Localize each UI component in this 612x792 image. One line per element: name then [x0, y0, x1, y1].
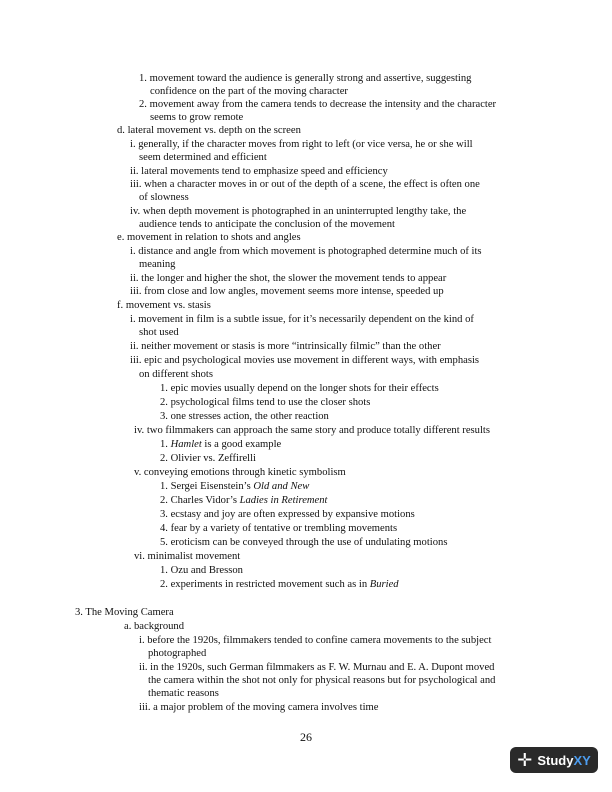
outline-line: 1. Hamlet is a good example	[160, 439, 282, 450]
outline-line: 1. epic movies usually depend on the longer shots for their effects	[160, 383, 439, 394]
outline-line: i. generally, if the character moves from right to left (or vice versa, he or she will	[130, 139, 473, 150]
studyxy-logo[interactable]	[510, 747, 598, 773]
outline-line: photographed	[148, 648, 207, 659]
outline-line: f. movement vs. stasis	[117, 300, 211, 311]
outline-line: 2. movement away from the camera tends to decrease the intensity and the character	[139, 99, 497, 110]
outline-line: audience tends to anticipate the conclusion of the movement	[139, 219, 395, 230]
outline-line: ii. neither movement or stasis is more “intrinsically filmic” than the other	[130, 341, 441, 352]
outline-line: 1. Sergei Eisenstein’s Old and New	[160, 481, 310, 492]
outline-line: the camera within the shot not only for physical reasons but for psychological and	[148, 675, 496, 686]
outline-line: vi. minimalist movement	[134, 551, 241, 562]
outline-line: 3. one stresses action, the other reaction	[160, 411, 329, 422]
outline-line: i. before the 1920s, filmmakers tended to confine camera movements to the subject	[139, 635, 492, 646]
outline-line: meaning	[139, 259, 176, 270]
outline-line: iii. epic and psychological movies use movement in different ways, with emphasis	[130, 355, 480, 366]
section-heading: 3. The Moving Camera	[75, 607, 174, 618]
outline-line: 5. eroticism can be conveyed through the use of undulating motions	[160, 537, 448, 548]
outline-line: 2. Charles Vidor’s Ladies in Retirement	[160, 495, 328, 506]
outline-line: iii. from close and low angles, movement seems more intense, speeded up	[130, 286, 444, 297]
outline-line: seems to grow remote	[150, 112, 244, 123]
outline-line: 2. psychological films tend to use the closer shots	[160, 397, 371, 408]
outline-line: 3. ecstasy and joy are often expressed by expansive motions	[160, 509, 415, 520]
outline-line: 1. Ozu and Bresson	[160, 565, 243, 576]
outline-line: 2. experiments in restricted movement such as in Buried	[160, 579, 399, 590]
outline-line: 2. Olivier vs. Zeffirelli	[160, 453, 257, 464]
outline-line: of slowness	[139, 192, 189, 203]
brand-text: StudyXY	[537, 752, 591, 768]
outline-line: e. movement in relation to shots and angles	[117, 232, 301, 243]
page-number: 26	[300, 730, 312, 744]
outline-line: on different shots	[139, 369, 213, 380]
outline-line: iii. a major problem of the moving camera involves time	[139, 702, 379, 713]
outline-line: ii. lateral movements tend to emphasize speed and efficiency	[130, 166, 388, 177]
outline-line: seem determined and efficient	[139, 152, 267, 163]
outline-line: 4. fear by a variety of tentative or trembling movements	[160, 523, 398, 534]
outline-line: ii. in the 1920s, such German filmmakers as F. W. Murnau and E. A. Dupont moved	[139, 662, 495, 673]
outline-line: a. background	[124, 621, 185, 632]
outline-line: i. distance and angle from which movement is photographed determine much of its	[130, 246, 482, 257]
outline-line: ii. the longer and higher the shot, the slower the movement tends to appear	[130, 273, 447, 284]
outline-line: thematic reasons	[148, 688, 219, 699]
outline-line: v. conveying emotions through kinetic symbolism	[134, 467, 346, 478]
outline-line: 1. movement toward the audience is generally strong and assertive, suggesting	[139, 73, 472, 84]
outline-line: iv. two filmmakers can approach the same story and produce totally different results	[134, 425, 490, 436]
plus-sparkle-icon: ✛	[517, 749, 533, 770]
outline-line: iii. when a character moves in or out of the depth of a scene, the effect is often one	[130, 179, 480, 190]
outline-line: shot used	[139, 327, 179, 338]
outline-line: iv. when depth movement is photographed in an uninterrupted lengthy take, the	[130, 206, 467, 217]
outline-line: d. lateral movement vs. depth on the screen	[117, 125, 301, 136]
outline-line: confidence on the part of the moving character	[150, 86, 348, 97]
outline-line: i. movement in film is a subtle issue, for it’s necessarily dependent on the kind of	[130, 314, 474, 325]
